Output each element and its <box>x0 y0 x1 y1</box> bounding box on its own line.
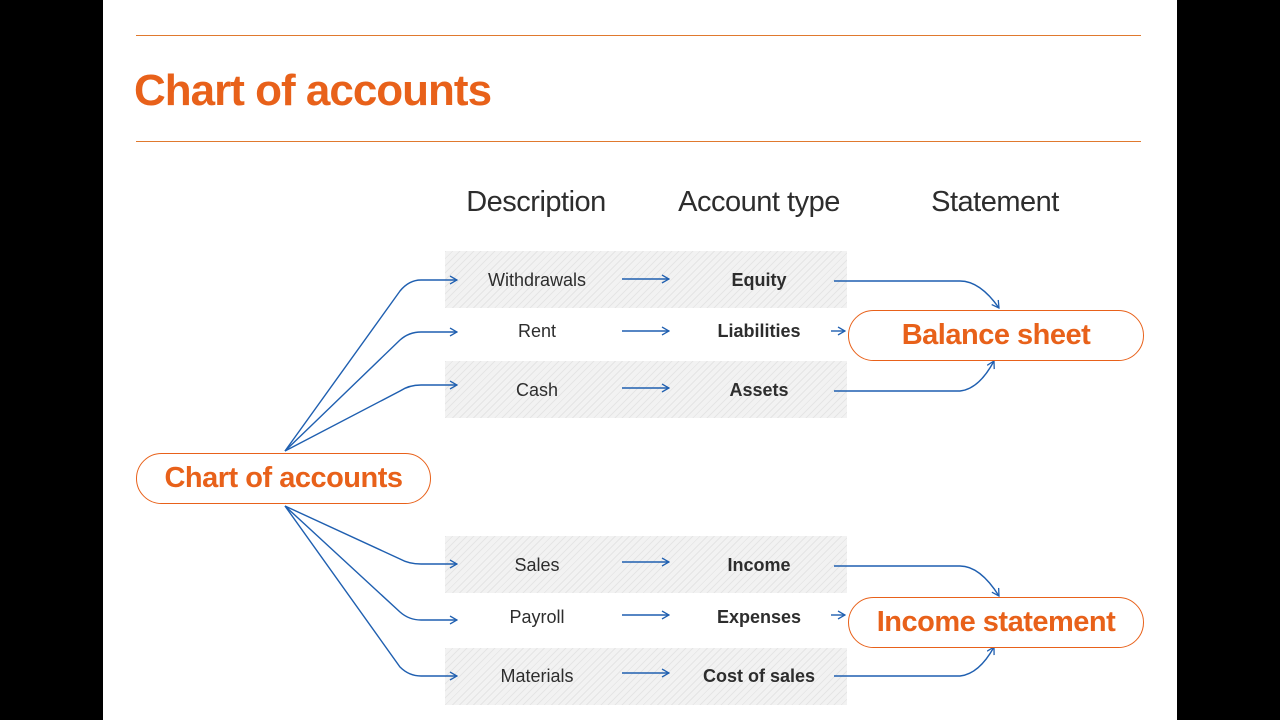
slide <box>103 0 1177 720</box>
account-type-assets: Assets <box>729 380 789 400</box>
column-header-description: Description <box>466 186 606 218</box>
connector-source-to-cash <box>285 385 457 451</box>
account-type-expenses: Expenses <box>716 607 802 627</box>
connector-equity-to-balance-sheet <box>834 281 999 308</box>
description-rent: Rent <box>517 321 557 341</box>
description-cash: Cash <box>515 380 559 400</box>
description-sales: Sales <box>514 555 560 575</box>
connector-source-to-sales <box>285 506 457 564</box>
chart-of-accounts-node: Chart of accounts <box>136 453 431 504</box>
connector-source-to-payroll <box>285 506 457 620</box>
description-materials: Materials <box>500 666 574 686</box>
description-withdrawals: Withdrawals <box>487 270 587 290</box>
income-statement-node: Income statement <box>848 597 1144 648</box>
account-type-cost-of-sales: Cost of sales <box>702 666 816 686</box>
connector-source-to-materials <box>285 506 457 676</box>
account-type-income: Income <box>727 555 791 575</box>
account-type-equity: Equity <box>731 270 787 290</box>
account-type-liabilities: Liabilities <box>717 321 801 341</box>
connector-income-to-income-statement <box>834 566 999 596</box>
connector-assets-to-balance-sheet <box>834 361 994 391</box>
connector-source-to-rent <box>285 332 457 451</box>
description-payroll: Payroll <box>509 607 565 627</box>
column-header-account-type: Account type <box>678 186 840 218</box>
page-title: Chart of accounts <box>134 66 492 115</box>
balance-sheet-node: Balance sheet <box>848 310 1144 361</box>
connector-cost-of-sales-to-income-statement <box>834 647 994 676</box>
column-header-statement: Statement <box>931 186 1059 218</box>
